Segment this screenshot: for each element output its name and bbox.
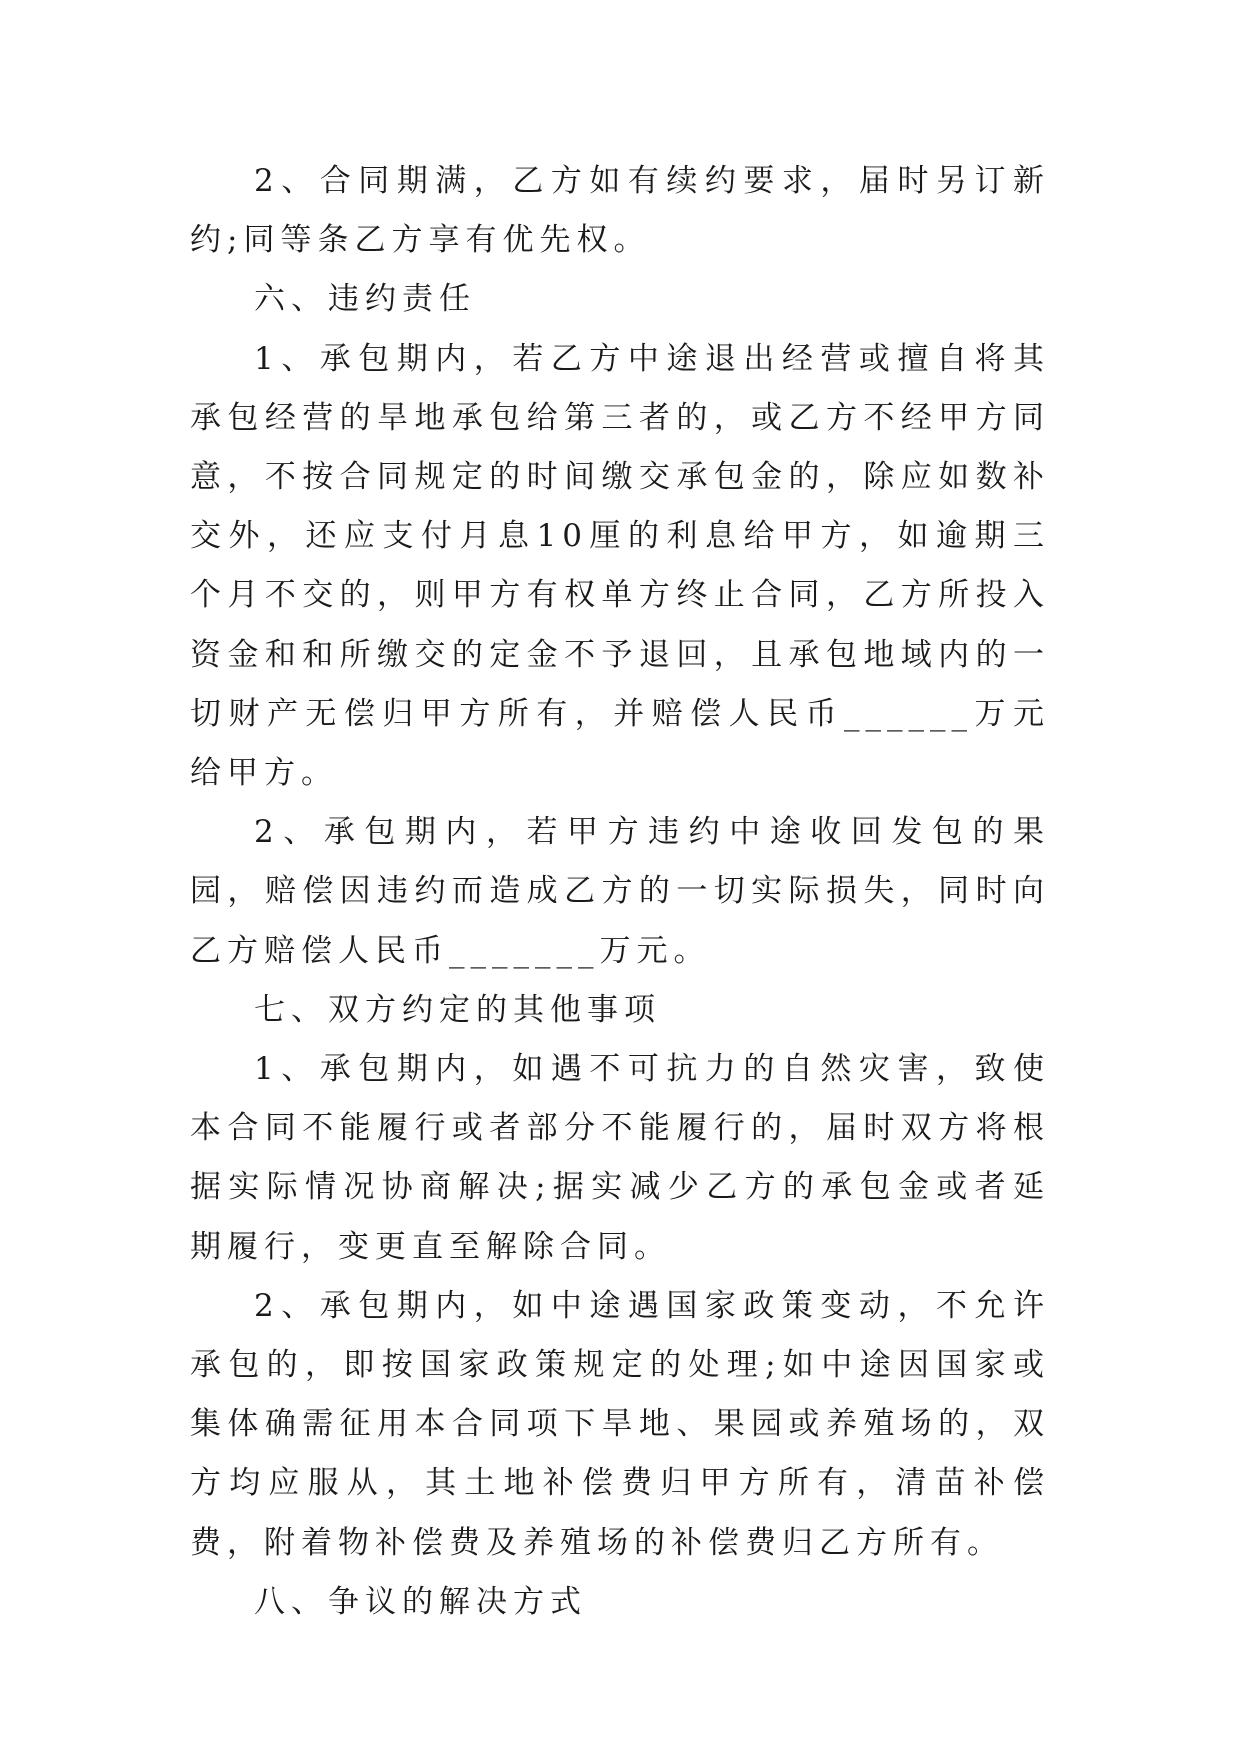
- clause-5-2-paragraph: 2、合同期满，乙方如有续约要求，届时另订新约;同等条乙方享有优先权。: [190, 163, 1050, 259]
- section-7-heading: 七、双方约定的其他事项: [254, 991, 661, 1028]
- clause-7-1-paragraph: 1、承包期内，如遇不可抗力的自然灾害，致使本合同不能履行或者部分不能履行的，届时双方将根据实际情况协商解决;据实减少乙方的承包金或者延期履行，变更直至解除合同。: [190, 1051, 1050, 1265]
- clause-6-2-paragraph: 2、承包期内，若甲方违约中途收回发包的果园，赔偿因违约而造成乙方的一切实际损失，同时向乙方赔偿人民币_______万元。: [190, 814, 1050, 969]
- section-6-heading: 六、违约责任: [254, 281, 476, 318]
- section-8-heading: 八、争议的解决方式: [254, 1583, 587, 1620]
- clause-6-1-paragraph: 1、承包期内，若乙方中途退出经营或擅自将其承包经营的旱地承包给第三者的，或乙方不经甲方同意，不按合同规定的时间缴交承包金的，除应如数补交外，还应支付月息10厘的利息给甲方，如逾期三个月不交的，则甲方有权单方终止合同，乙方所投入资金和和所缴交的定金不予退回，且承包地域内的一切财产无偿归甲方所有，并赔偿人民币______万元给甲方。: [190, 340, 1050, 792]
- document-body: [190, 152, 1050, 1632]
- clause-7-2-paragraph: 2、承包期内，如中途遇国家政策变动，不允许承包的，即按国家政策规定的处理;如中途因国家或集体确需征用本合同项下旱地、果园或养殖场的，双方均应服从，其土地补偿费归甲方所有，清苗补偿费，附着物补偿费及养殖场的补偿费归乙方所有。: [190, 1287, 1050, 1561]
